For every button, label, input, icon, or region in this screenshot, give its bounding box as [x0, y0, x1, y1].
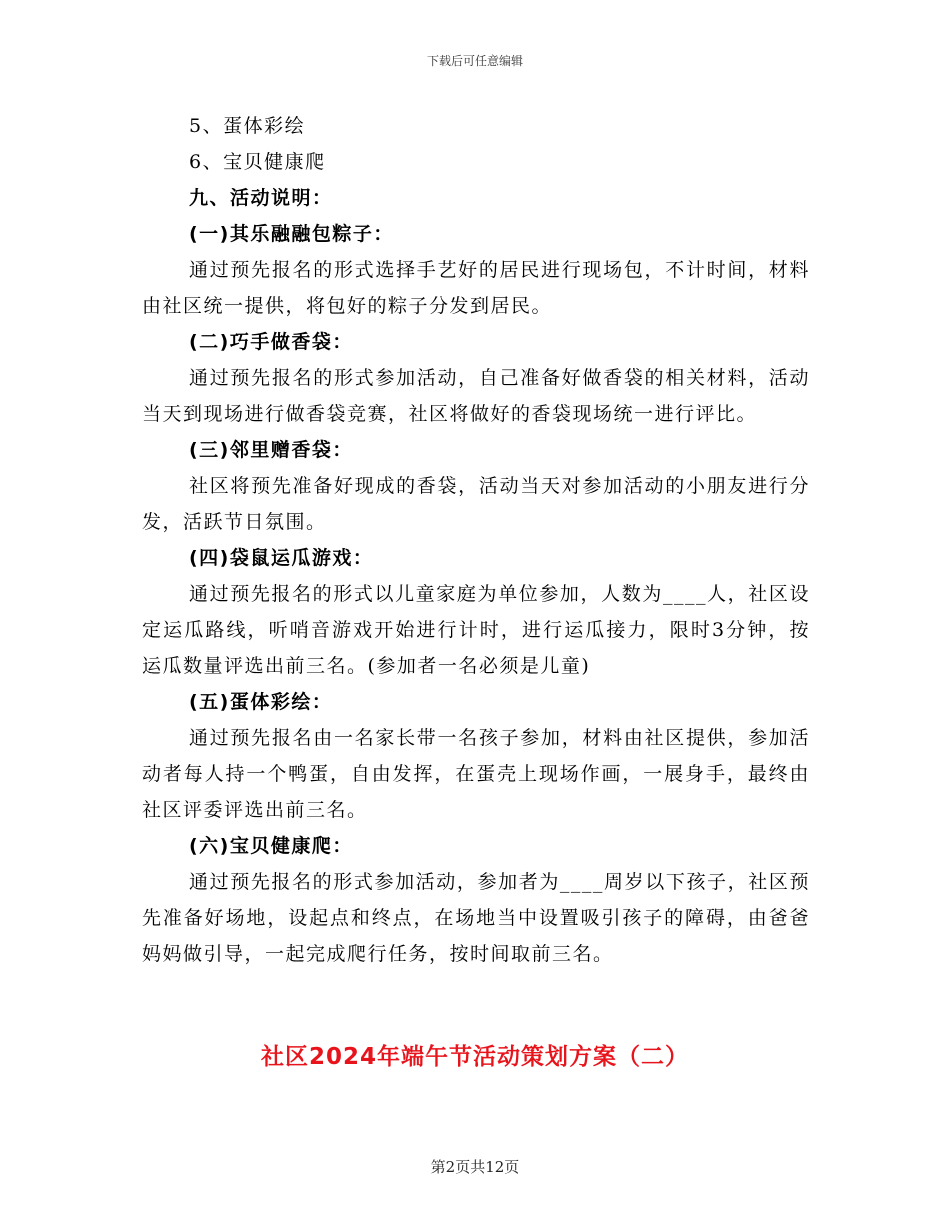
subsection-heading-5: (五)蛋体彩绘： — [189, 691, 333, 713]
subsection-heading-6: (六)宝贝健康爬： — [189, 835, 353, 857]
document-body — [142, 108, 810, 972]
subsection-body-3: 社区将预先准备好现成的香袋，活动当天对参加活动的小朋友进行分发，活跃节日氛围。 — [142, 475, 810, 533]
section-heading-9: 九、活动说明： — [189, 187, 333, 209]
next-document-title: 社区2024年端午节活动策划方案（二） — [260, 1044, 689, 1070]
subsection-body-2: 通过预先报名的形式参加活动，自己准备好做香袋的相关材料，活动当天到现场进行做香袋竞赛，社区将做好的香袋现场统一进行评比。 — [142, 367, 810, 425]
subsection-heading-1: (一)其乐融融包粽子： — [189, 223, 394, 245]
subsection-body-1: 通过预先报名的形式选择手艺好的居民进行现场包，不计时间，材料由社区统一提供，将包好的粽子分发到居民。 — [142, 259, 810, 317]
subsection-heading-4: (四)袋鼠运瓜游戏： — [189, 547, 374, 569]
subsection-heading-2: (二)巧手做香袋： — [189, 331, 353, 353]
subsection-body-4: 通过预先报名的形式以儿童家庭为单位参加，人数为____人，社区设定运瓜路线，听哨音游戏开始进行计时，进行运瓜接力，限时3分钟，按运瓜数量评选出前三名。(参加者一名必须是儿童) — [142, 583, 810, 677]
subsection-heading-3: (三)邻里赠香袋： — [189, 439, 353, 461]
subsection-body-6: 通过预先报名的形式参加活动，参加者为____周岁以下孩子，社区预先准备好场地，设起点和终点，在场地当中设置吸引孩子的障碍，由爸爸妈妈做引导，一起完成爬行任务，按时间取前三名。 — [142, 871, 810, 965]
subsection-body-5: 通过预先报名由一名家长带一名孩子参加，材料由社区提供，参加活动者每人持一个鸭蛋，自由发挥，在蛋壳上现场作画，一展身手，最终由社区评委评选出前三名。 — [142, 727, 810, 821]
list-item-6: 6、宝贝健康爬 — [189, 151, 326, 173]
list-item-5: 5、蛋体彩绘 — [189, 115, 306, 137]
page-header: 下载后可任意编辑 — [426, 54, 523, 68]
page-footer: 第2页共12页 — [430, 1158, 520, 1176]
